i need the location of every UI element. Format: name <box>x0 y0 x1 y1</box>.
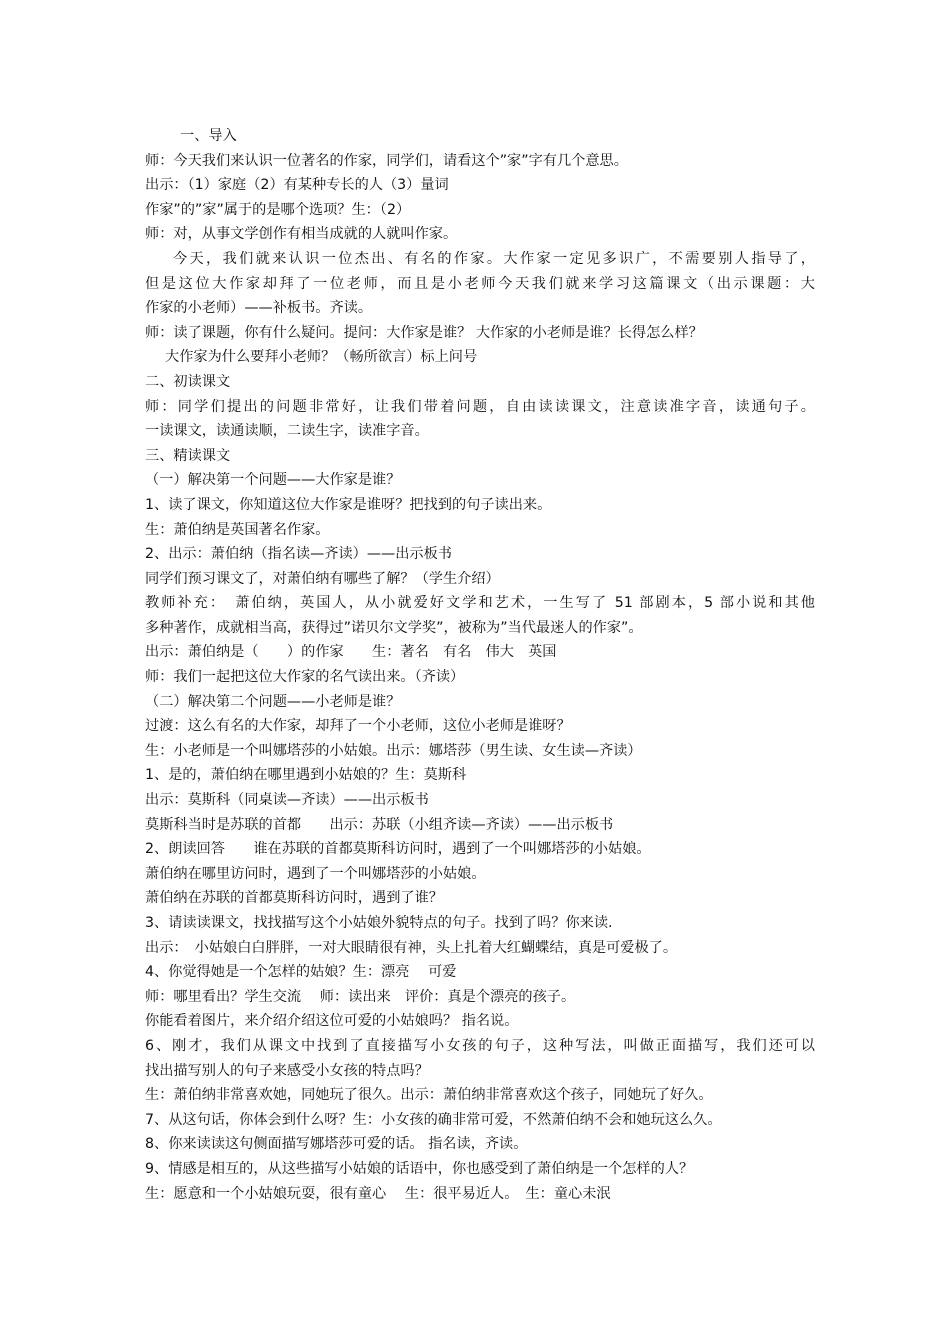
lesson-plan-document <box>145 124 815 1206</box>
text-line: 一读课文，读通读顺，二读生字，读准字音。 <box>145 423 429 440</box>
text-line: 多种著作，成就相当高，获得过”诺贝尔文学奖”，被称为”当代最迷人的作家”。 <box>145 619 643 636</box>
text-line: 出示：萧伯纳是（ ）的作家 生：著名 有名 伟大 英国 <box>145 644 557 661</box>
text-line: 师：我们一起把这位大作家的名气读出来。（齐读） <box>145 669 465 686</box>
text-line: 师：对，从事文学创作有相当成就的人就叫作家。 <box>145 226 458 243</box>
text-line: 找出描写别人的句子来感受小女孩的特点吗？ <box>145 1062 429 1079</box>
text-line: 生：萧伯纳是英国著名作家。 <box>145 521 330 538</box>
text-line: 9、情感是相互的，从这些描写小姑娘的话语中，你也感受到了萧伯纳是一个怎样的人？ <box>145 1160 694 1177</box>
text-line: 出示：莫斯科（同桌读—齐读）——出示板书 <box>145 792 429 809</box>
text-line: 生：愿意和一个小姑娘玩耍，很有童心 生：很平易近人。 生：童心未泯 <box>145 1185 611 1202</box>
text-line: 4、你觉得她是一个怎样的姑娘？生：漂亮 可爱 <box>145 964 457 981</box>
text-line: 大作家为什么要拜小老师？（畅所欲言）标上问号 <box>165 349 478 366</box>
text-line: 莫斯科当时是苏联的首都 出示：苏联（小组齐读—齐读）——出示板书 <box>145 816 614 833</box>
text-line: 出示： 小姑娘白白胖胖，一对大眼睛很有神，头上扎着大红蝴蝶结，真是可爱极了。 <box>145 939 678 956</box>
text-line: （二）解决第二个问题——小老师是谁？ <box>145 693 401 710</box>
text-line: 同学们预习课文了，对萧伯纳有哪些了解？（学生介绍） <box>145 570 500 587</box>
text-line: 但是这位大作家却拜了一位老师，而且是小老师今天我们就来学习这篇课文（出示课题：大 <box>145 275 815 292</box>
text-line: 师：同学们提出的问题非常好，让我们带着问题，自由读读课文，注意读准字音，读通句子。 <box>145 398 815 415</box>
text-line: （一）解决第一个问题——大作家是谁？ <box>145 472 401 489</box>
text-line: 6、刚才，我们从课文中找到了直接描写小女孩的句子，这种写法，叫做正面描写，我们还可以 <box>145 1037 815 1054</box>
text-line: 8、你来读读这句侧面描写娜塔莎可爱的话。 指名读，齐读。 <box>145 1136 528 1153</box>
text-line: 2、出示：萧伯纳（指名读—齐读）——出示板书 <box>145 546 452 563</box>
text-line: 师：今天我们来认识一位著名的作家，同学们，请看这个”家”字有几个意思。 <box>145 152 628 169</box>
text-line: 1、读了课文，你知道这位大作家是谁呀？把找到的句子读出来。 <box>145 496 552 513</box>
text-line: 生：小老师是一个叫娜塔莎的小姑娘。出示：娜塔莎（男生读、女生读—齐读） <box>145 742 642 759</box>
text-line: 今天，我们就来认识一位杰出、有名的作家。大作家一定见多识广，不需要别人指导了， <box>173 250 815 267</box>
text-line: 师：哪里看出？学生交流 师：读出来 评价：真是个漂亮的孩子。 <box>145 988 576 1005</box>
text-line: 师：读了课题，你有什么疑问。提问：大作家是谁？ 大作家的小老师是谁？长得怎么样？ <box>145 324 703 341</box>
text-line: 7、从这句话，你体会到什么呀？生：小女孩的确非常可爱，不然萧伯纳不会和她玩这么久。 <box>145 1111 722 1128</box>
text-line: 你能看着图片，来介绍介绍这位可爱的小姑娘吗？ 指名说。 <box>145 1013 519 1030</box>
text-line: 二、初读课文 <box>145 373 231 390</box>
text-line: 一、导入 <box>180 128 237 144</box>
text-line: 3、请读读课文，找找描写这个小姑娘外貌特点的句子。找到了吗？你来读. <box>145 915 613 931</box>
text-line: 生：萧伯纳非常喜欢她，同她玩了很久。出示：萧伯纳非常喜欢这个孩子，同她玩了好久。 <box>145 1087 713 1104</box>
text-line: 出示：（1）家庭（2）有某种专长的人（3）量词 <box>145 177 449 194</box>
text-line: 萧伯纳在苏联的首都莫斯科访问时，遇到了谁？ <box>145 890 443 907</box>
text-line: 萧伯纳在哪里访问时，遇到了一个叫娜塔莎的小姑娘。 <box>145 865 486 882</box>
text-line: 教师补充： 萧伯纳，英国人，从小就爱好文学和艺术，一生写了 51 部剧本，5 部小说和其他 <box>145 595 815 612</box>
text-line: 三、精读课文 <box>145 447 231 464</box>
text-line: 作家”的”家”属于的是哪个选项？生：（2） <box>145 201 411 218</box>
text-line: 作家的小老师）——补板书。齐读。 <box>145 300 373 317</box>
text-line: 2、朗读回答 谁在苏联的首都莫斯科访问时，遇到了一个叫娜塔莎的小姑娘。 <box>145 841 651 858</box>
text-line: 过渡：这么有名的大作家，却拜了一个小老师，这位小老师是谁呀？ <box>145 718 571 735</box>
text-line: 1、是的，萧伯纳在哪里遇到小姑娘的？生：莫斯科 <box>145 767 467 784</box>
